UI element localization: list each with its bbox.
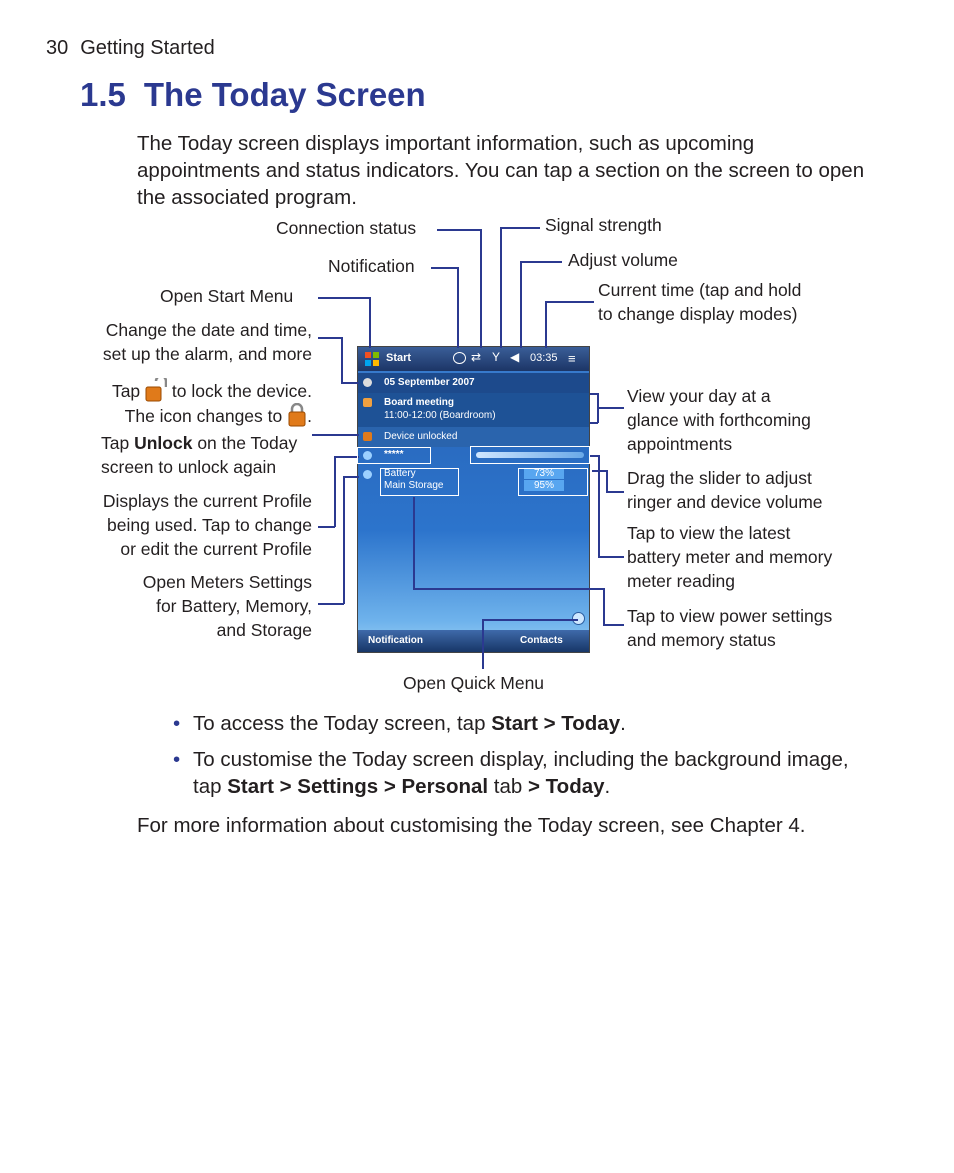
menu-icon: ≡ — [568, 351, 576, 366]
tap-unlock-text-b: on the Today — [197, 433, 298, 453]
profile-line3: or edit the current Profile — [120, 539, 312, 559]
drag-slider-line1: Drag the slider to adjust — [627, 468, 812, 488]
profile-line2: being used. Tap to change — [107, 515, 312, 535]
view-day-line3: appointments — [627, 434, 733, 454]
label-battery-meter — [627, 521, 832, 593]
label-tap-lock — [112, 378, 312, 428]
phone-storage-pct: 95% — [524, 480, 564, 491]
tap-unlock-line2: screen to unlock again — [101, 457, 277, 477]
date-row — [358, 373, 589, 393]
profile-line1: Displays the current Profile — [102, 491, 312, 511]
label-power-settings — [627, 604, 832, 652]
phone-lock-text: Device unlocked — [384, 431, 458, 442]
icon-changes-text-b: . — [307, 406, 312, 426]
bullet-text: To customise the Today screen display, including the background image, tap — [193, 748, 849, 798]
bullet-list — [137, 710, 857, 809]
bullet-bold: Start > Today — [491, 712, 621, 735]
calendar-icon — [363, 398, 372, 407]
today-screen-screenshot — [357, 346, 590, 653]
tap-lock-text-b: to lock the device. — [171, 381, 312, 401]
clock-icon — [363, 378, 372, 387]
label-drag-slider — [627, 466, 823, 514]
phone-appt-title: Board meeting — [384, 397, 455, 408]
bullet-item-access — [137, 710, 857, 737]
bullet-symbol: • — [173, 712, 181, 735]
meter-icon — [363, 470, 372, 479]
connection-icon: ⇄ — [471, 350, 482, 364]
locked-padlock-icon — [287, 403, 307, 427]
bullet-text: To access the Today screen, tap — [193, 712, 492, 735]
change-date-line2: set up the alarm, and more — [102, 344, 312, 364]
meters-line2: for Battery, Memory, — [156, 596, 312, 616]
bullet-text-end: . — [604, 775, 611, 798]
unlocked-padlock-icon — [145, 378, 167, 402]
lock-icon — [363, 432, 372, 441]
appointment-row — [358, 393, 589, 427]
power-line1: Tap to view power settings — [627, 606, 833, 626]
power-line2: and memory status — [627, 630, 776, 650]
section-heading — [80, 76, 426, 114]
bullet-item-customise — [137, 746, 857, 800]
intro-paragraph: The Today screen displays important information, such as upcoming appointments and status indicators. You can tap a section on the screen to open the associated program. — [137, 132, 865, 209]
signal-icon: Y — [492, 350, 501, 364]
tap-lock-text-a: Tap — [111, 381, 141, 401]
bullet-text-mid: tab — [488, 775, 528, 798]
meters-line1: Open Meters Settings — [142, 572, 312, 592]
battery-meter-line2: battery meter and memory — [627, 547, 833, 567]
bullet-bold-2: > Today — [528, 775, 605, 798]
label-signal-strength: Signal strength — [545, 215, 662, 235]
current-time-line2: to change display modes) — [598, 304, 798, 324]
phone-softkey-bar — [358, 630, 589, 652]
volume-icon: ◀ — [510, 350, 520, 364]
label-profile — [103, 489, 312, 561]
label-current-time — [598, 278, 801, 326]
phone-appt-detail: 11:00-12:00 (Boardroom) — [384, 410, 496, 421]
page-number: 30 — [46, 37, 69, 59]
bullet-symbol: • — [173, 748, 181, 771]
battery-meter-line3: meter reading — [627, 571, 735, 591]
section-number: 1.5 — [80, 76, 126, 113]
label-change-date — [103, 318, 312, 366]
phone-date: 05 September 2007 — [384, 377, 475, 388]
current-time-line1: Current time (tap and hold — [598, 280, 802, 300]
tap-unlock-bold: Unlock — [134, 433, 193, 453]
view-day-line2: glance with forthcoming — [627, 410, 811, 430]
phone-storage-label: Main Storage — [384, 480, 444, 491]
drag-slider-line2: ringer and device volume — [627, 492, 823, 512]
bullet-bold: Start > Settings > Personal — [227, 775, 489, 798]
section-title: The Today Screen — [143, 76, 426, 113]
phone-battery-pct: 73% — [524, 468, 564, 479]
phone-right-softkey: Contacts — [520, 635, 563, 646]
windows-flag-icon — [364, 351, 380, 367]
phone-profile: ***** — [384, 449, 404, 460]
running-header — [46, 37, 227, 60]
phone-clock: 03:35 — [530, 352, 558, 364]
chapter-title: Getting Started — [80, 37, 215, 59]
phone-battery-label: Battery — [384, 468, 416, 479]
lock-row — [358, 427, 589, 447]
change-date-line1: Change the date and time, — [105, 320, 312, 340]
label-connection-status: Connection status — [276, 218, 417, 238]
phone-title-bar — [358, 347, 589, 371]
meters-line3: and Storage — [216, 620, 312, 640]
label-quick-menu: Open Quick Menu — [403, 673, 545, 693]
icon-changes-text-a: The icon changes to — [124, 406, 283, 426]
label-tap-unlock — [101, 431, 297, 479]
notification-icon — [453, 352, 466, 364]
label-adjust-volume: Adjust volume — [568, 250, 678, 270]
bullet-text-end: . — [620, 712, 626, 735]
battery-meter-line1: Tap to view the latest — [627, 523, 791, 543]
phone-start-label: Start — [386, 352, 412, 364]
closing-paragraph: For more information about customising the Today screen, see Chapter 4. — [137, 814, 806, 837]
label-view-day — [627, 384, 811, 456]
view-day-line1: View your day at a — [627, 386, 771, 406]
label-notification: Notification — [328, 256, 415, 276]
label-meters-settings — [143, 570, 312, 642]
label-open-start-menu: Open Start Menu — [160, 286, 294, 306]
tap-unlock-text-a: Tap — [101, 433, 130, 453]
phone-left-softkey: Notification — [368, 635, 423, 646]
